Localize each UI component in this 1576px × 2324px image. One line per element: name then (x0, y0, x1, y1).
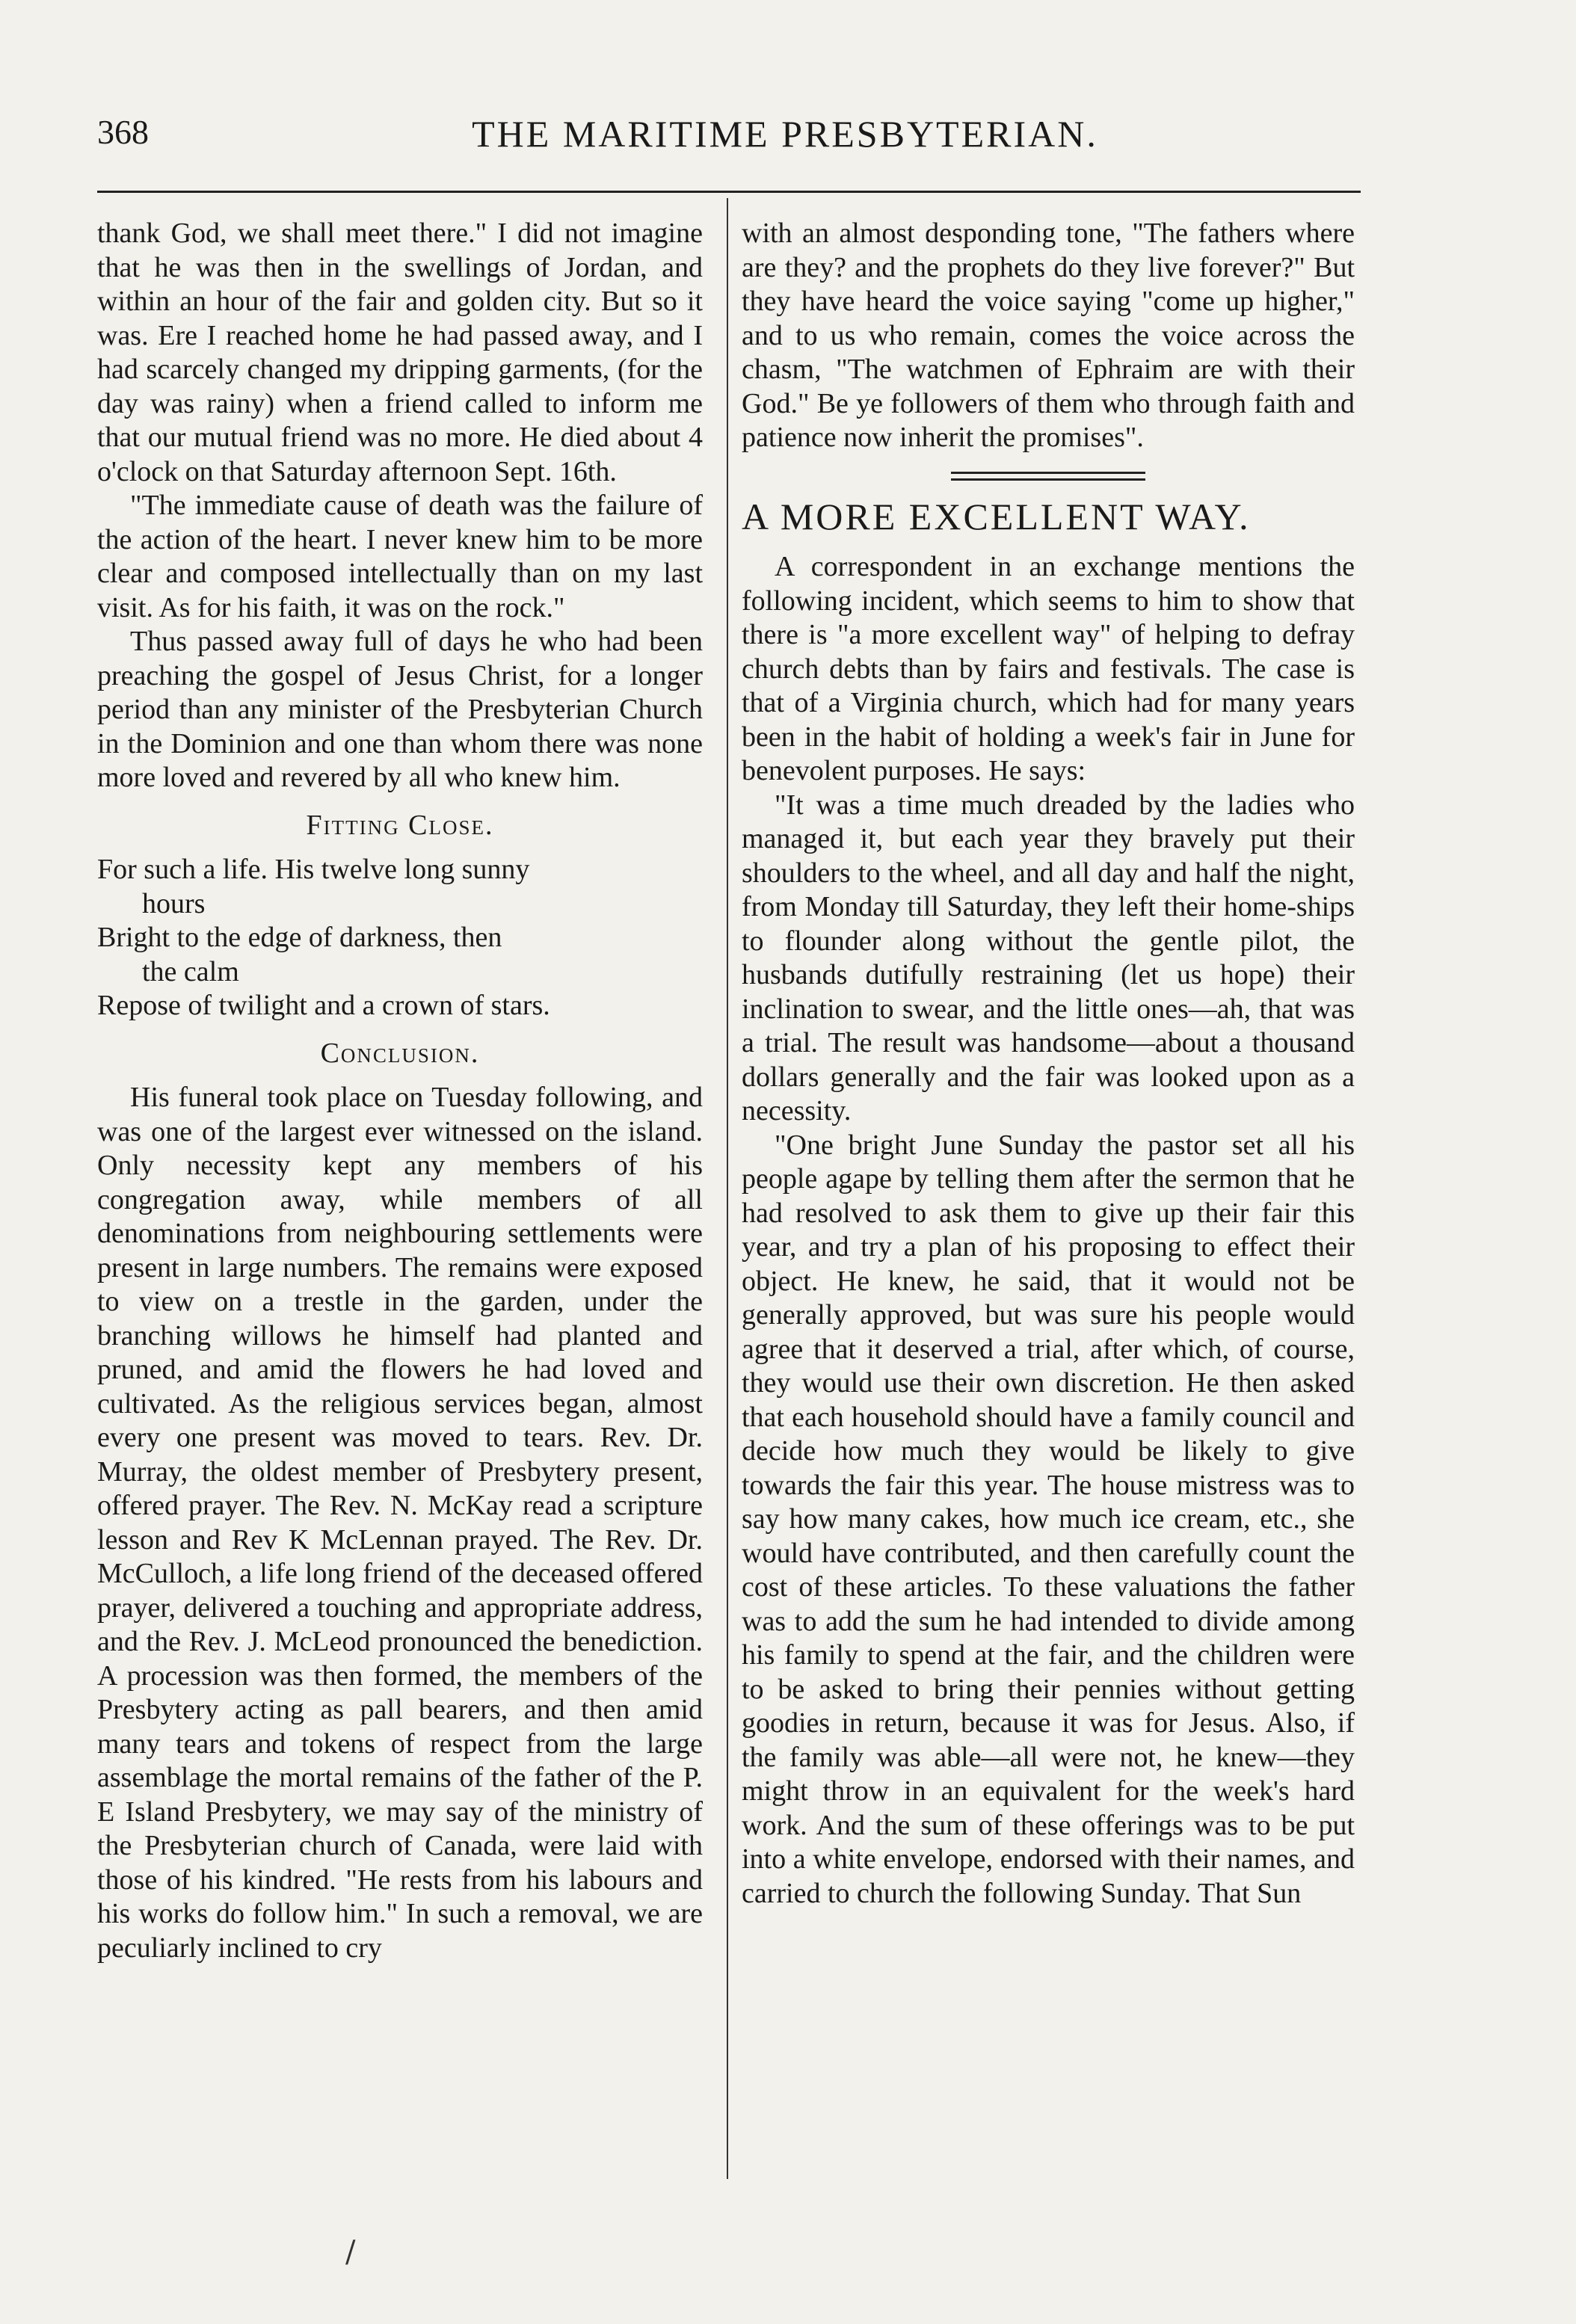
poem-line-4: the calm (142, 955, 239, 987)
header-rule (97, 191, 1361, 193)
left-paragraph-1: thank God, we shall meet there." I did not imagine that he was then in the swellings of Jordan, and within an hour of the fair and golden city. But so it was. Ere I reached home he had passed away, and I had scarcely changed my dripping garments, (for the day was rainy) when a friend called to inform me that our mutual friend was no more. He died about 4 o'clock on that Saturday afternoon Sept. 16th. (97, 218, 703, 487)
page-title: THE MARITIME PRESBYTERIAN. (472, 113, 1098, 155)
poem-line-5: Repose of twilight and a crown of stars. (97, 990, 550, 1021)
poem-line-3: Bright to the edge of darkness, then (97, 922, 502, 953)
column-divider (727, 198, 728, 2179)
left-column (97, 217, 703, 1965)
page-number: 368 (97, 113, 149, 151)
ink-mark: / (345, 2235, 356, 2269)
article-headline: A MORE EXCELLENT WAY. (742, 495, 1251, 537)
conclusion-heading: Conclusion. (320, 1037, 480, 1069)
page-header (97, 112, 1473, 164)
left-paragraph-4: His funeral took place on Tuesday following, and was one of the largest ever witnessed on the island. Only necessity kept any members of his congregation away, while members of all denominations from neighbouring settlements were present in large numbers. The remains were exposed to view on a trestle in the garden, under the branching willows he himself had planted and pruned, and amid the flowers he had loved and cultivated. As the religious services began, almost every one present was moved to tears. Rev. Dr. Murray, the oldest member of Presbytery present, offered prayer. The Rev. N. McKay read a scripture lesson and Rev K McLennan prayed. The Rev. Dr. McCulloch, a life long friend of the deceased offered prayer, delivered a touching and appropriate address, and the Rev. J. McLeod pronounced the benediction. A procession was then formed, the members of the Presbytery acting as pall bearers, and then amid many tears and tokens of respect from the large assemblage the mortal remains of the father of the P. E Island Presbytery, we may say of the ministry of the Presbyterian church of Canada, were laid with those of his kindred. "He rests from his labours and his works do follow him." In such a removal, we are peculiarly inclined to cry (97, 1082, 703, 1964)
fitting-close-heading: Fitting Close. (306, 809, 494, 841)
right-paragraph-2: A correspondent in an exchange mentions the following incident, which seems to him to show that there is "a more excellent way" of helping to defray church debts than by fairs and festivals. The case is that of a Virginia church, which had for many years been in the habit of holding a week's fair in June for benevolent purposes. He says: (742, 551, 1355, 786)
right-column (742, 217, 1355, 1911)
poem-line-2: hours (142, 887, 206, 919)
right-paragraph-4: "One bright June Sunday the pastor set all his people agape by telling them after the sermon that he had resolved to ask them to give up their fair this year, and try a plan of his proposing to effect their object. He knew, he said, that it would not be generally approved, but was sure his people would agree that it deserved a trial, after which, of course, they would use their own discretion. He then asked that each household should have a family council and decide how much they would be likely to give towards the fair this year. The house mistress was to say how many cakes, how much ice cream, etc., she would have contributed, and then carefully count the cost of these articles. To these valuations the father was to add the sum he had intended to divide among his family to spend at the fair, and the children were to be asked to bring their pennies without getting goodies in return, because it was for Jesus. Also, if the family was able—all were not, he knew—they might throw in an equivalent for the week's hard work. And the sum of these offerings was to be put into a white envelope, endorsed with their names, and carried to church the following Sunday. That Sun (742, 1129, 1355, 1909)
left-paragraph-2: "The immediate cause of death was the failure of the action of the heart. I never knew him to be more clear and composed intellectually than on my last visit. As for his faith, it was on the rock." (97, 490, 703, 623)
left-paragraph-3: Thus passed away full of days he who had been preaching the gospel of Jesus Christ, for a longer period than any minister of the Presbyterian Church in the Dominion and one than whom there was none more loved and revered by all who knew him. (97, 626, 703, 793)
poem-line-1: For such a life. His twelve long sunny (97, 854, 530, 885)
right-paragraph-3: "It was a time much dreaded by the ladies who managed it, but each year they bravely put their shoulders to the wheel, and all day and half the night, from Monday till Saturday, they left their home-ships to flounder along without the gentle pilot, the husbands dutifully restraining (let us hope) their inclination to swear, and the little ones—ah, that was a trial. The result was handsome—about a thousand dollars generally and the fair was looked upon as a necessity. (742, 789, 1355, 1126)
double-rule (951, 472, 1145, 481)
poem (97, 853, 703, 1023)
right-paragraph-1: with an almost desponding tone, "The fathers where are they? and the prophets do they live forever?" But they have heard the voice saying "come up higher," and to us who remain, comes the voice across the chasm, "The watchmen of Ephraim are with their God." Be ye followers of them who through faith and patience now inherit the promises". (742, 218, 1355, 453)
